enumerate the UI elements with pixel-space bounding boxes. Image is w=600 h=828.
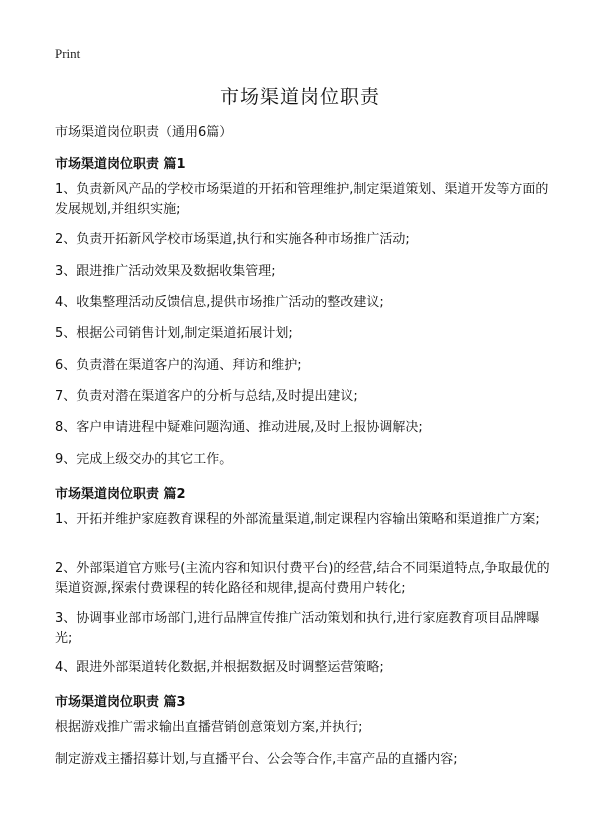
page-title: 市场渠道岗位职责 xyxy=(219,86,380,108)
list-item: 1、开拓并维护家庭教育课程的外部流量渠道,制定课程内容输出策略和渠道推广方案; xyxy=(55,512,540,527)
list-item: 3、协调事业部市场部门,进行品牌宣传推广活动策划和执行,进行家庭教育项目品牌曝光; xyxy=(55,611,540,646)
list-item: 2、负责开拓新风学校市场渠道,执行和实施各种市场推广活动; xyxy=(55,232,410,247)
section-heading-2: 市场渠道岗位职责 篇2 xyxy=(55,487,186,502)
print-label[interactable]: Print xyxy=(55,46,81,61)
list-item: 4、收集整理活动反馈信息,提供市场推广活动的整改建议; xyxy=(55,295,384,310)
document-subtitle: 市场渠道岗位职责（通用6篇） xyxy=(55,125,233,140)
list-item: 7、负责对潜在渠道客户的分析与总结,及时提出建议; xyxy=(55,389,358,404)
list-item: 制定游戏主播招募计划,与直播平台、公会等合作,丰富产品的直播内容; xyxy=(55,752,458,767)
section-heading-3: 市场渠道岗位职责 篇3 xyxy=(55,695,186,710)
section-heading-1: 市场渠道岗位职责 篇1 xyxy=(55,157,186,172)
list-item: 2、外部渠道官方账号(主流内容和知识付费平台)的经营,结合不同渠道特点,争取最优的渠道资源,探索付费课程的转化路径和规律,提高付费用户转化; xyxy=(55,561,550,596)
list-item: 8、客户申请进程中疑难问题沟通、推动进展,及时上报协调解决; xyxy=(55,420,423,435)
list-item: 3、跟进推广活动效果及数据收集管理; xyxy=(55,264,276,279)
list-item: 6、负责潜在渠道客户的沟通、拜访和维护; xyxy=(55,358,302,373)
list-item: 1、负责新风产品的学校市场渠道的开拓和管理维护,制定渠道策划、渠道开发等方面的发展规划,并组织实施; xyxy=(55,182,549,217)
list-item: 9、完成上级交办的其它工作。 xyxy=(55,452,233,467)
list-item: 5、根据公司销售计划,制定渠道拓展计划; xyxy=(55,326,293,341)
list-item: 4、跟进外部渠道转化数据,并根据数据及时调整运营策略; xyxy=(55,660,384,675)
list-item: 根据游戏推广需求输出直播营销创意策划方案,并执行; xyxy=(55,720,363,735)
